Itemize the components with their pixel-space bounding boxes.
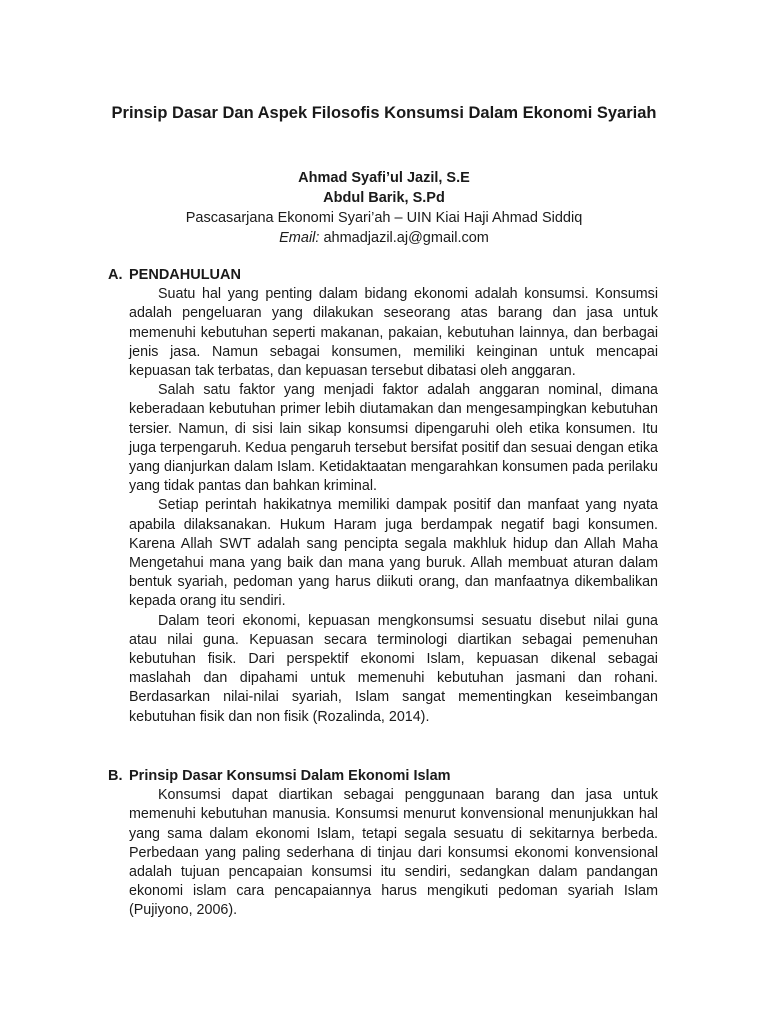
paragraph: Salah satu faktor yang menjadi faktor adalah anggaran nominal, dimana keberadaan kebutuhan primer lebih diutamakan dan mengesampingkan kebutuhan tersier. Namun, di sisi lain sikap konsumsi dipengaruhi oleh etika konsumen. Itu juga terpengaruh. Kedua pengaruh tersebut bersifat positif dan sesuai dengan etika yang dianjurkan dalam Islam. Ketidaktaatan mengarahkan konsumen pada perilaku yang tidak pantas dan bahkan kriminal.	[129, 382, 658, 495]
paragraph: Setiap perintah hakikatnya memiliki dampak positif dan manfaat yang nyata apabila dilaksanakan. Hukum Haram juga berdampak negatif bagi konsumen. Karena Allah SWT adalah sang pencipta segala makhluk hidup dan Allah Maha Mengetahui mana yang baik dan mana yang buruk. Allah membuat aturan dalam bentuk syariah, pedoman yang harus diikuti orang, dan manfaatnya dikembalikan kepada orang itu sendiri.	[129, 497, 658, 610]
email-address: ahmadjazil.aj@gmail.com	[323, 230, 489, 246]
paragraph: Dalam teori ekonomi, kepuasan mengkonsumsi sesuatu disebut nilai guna atau nilai guna. Kepuasan secara terminologi diartikan sebagai pemenuhan kebutuhan fisik. Dari perspektif ekonomi Islam, kepuasan dikenal sebagai maslahah dan dipahami untuk memenuhi kebutuhan jasmani dan rohani. Berdasarkan nilai-nilai syariah, Islam sangat mementingkan keseimbangan kebutuhan fisik dan non fisik (Rozalinda, 2014).	[129, 612, 658, 725]
section-heading	[108, 767, 658, 786]
paragraph: Konsumsi dapat diartikan sebagai penggunaan barang dan jasa untuk memenuhi kebutuhan manusia. Konsumsi menurut konvensional menunjukkan hal yang sama dalam ekonomi Islam, tetapi segala sesuatu di sekitarnya berbeda. Perbedaan yang paling sederhana di tinjau dari konsumsi ekonomi konvensional adalah tujuan pencapaian konsumsi itu sendiri, sedangkan dalam pandangan ekonomi islam cara pencapaiannya harus mengikuti pedoman syariah Islam (Pujiyono, 2006).	[129, 787, 658, 919]
section-body	[129, 786, 658, 920]
section-heading	[108, 266, 658, 285]
author-block	[100, 168, 668, 248]
paragraph: Suatu hal yang penting dalam bidang ekonomi adalah konsumsi. Konsumsi adalah pengeluaran yang dilakukan seseorang atas barang dan jasa untuk memenuhi kebutuhan seperti makanan, pakaian, kebutuhan lainnya, dan berbagai jenis jasa. Namun sebagai konsumen, memiliki keinginan untuk mencapai kepuasan tak terbatas, dan kepuasan tersebut dibatasi oleh anggaran.	[129, 286, 658, 380]
section-title: Prinsip Dasar Konsumsi Dalam Ekonomi Islam	[129, 768, 451, 784]
section-title: PENDAHULUAN	[129, 267, 241, 283]
section-pendahuluan	[108, 266, 658, 727]
email-label: Email:	[279, 230, 320, 246]
paper-title: Prinsip Dasar Dan Aspek Filosofis Konsumsi Dalam Ekonomi Syariah	[111, 104, 657, 122]
section-body	[129, 285, 658, 727]
email-line	[100, 228, 668, 248]
section-prinsip-dasar	[108, 767, 658, 921]
affiliation: Pascasarjana Ekonomi Syari’ah – UIN Kiai Haji Ahmad Siddiq	[185, 210, 583, 226]
section-letter: A.	[108, 267, 123, 283]
author-name: Ahmad Syafi’ul Jazil, S.E	[298, 170, 470, 186]
section-letter: B.	[108, 768, 123, 784]
author-name: Abdul Barik, S.Pd	[323, 190, 445, 206]
